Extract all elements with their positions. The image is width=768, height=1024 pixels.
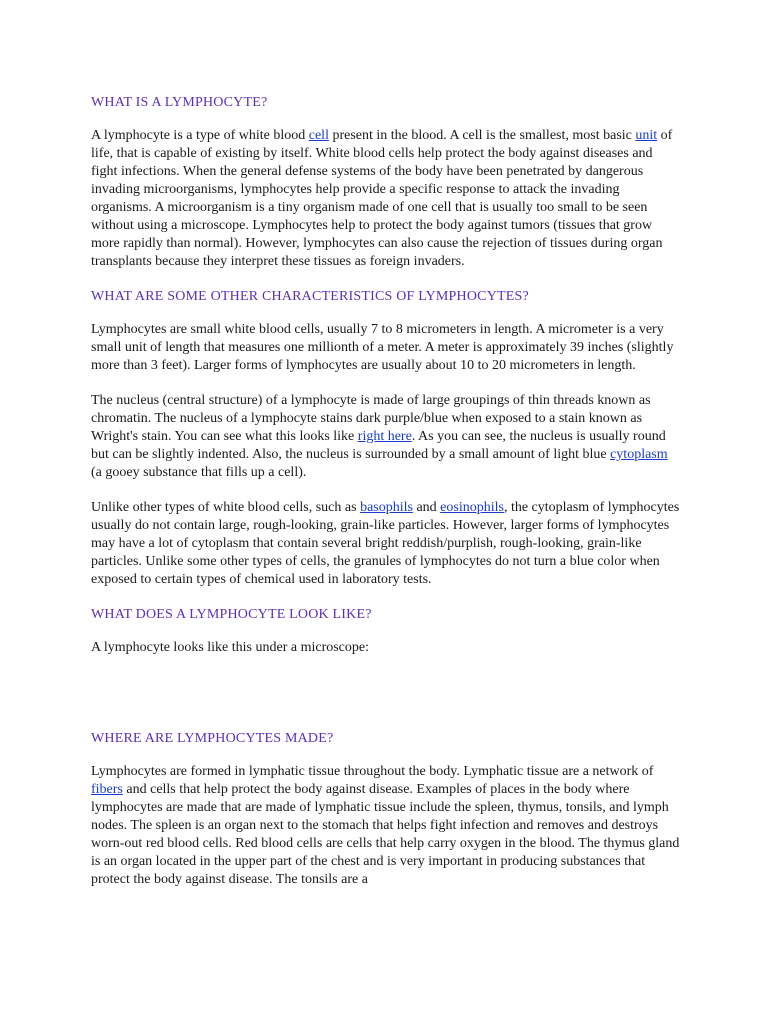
heading-look-like: WHAT DOES A LYMPHOCYTE LOOK LIKE? xyxy=(91,607,372,622)
link-unit[interactable]: unit xyxy=(635,128,658,143)
heading-what-is-lymphocyte: WHAT IS A LYMPHOCYTE? xyxy=(91,95,268,110)
text-segment: . As you can see, the nucleus is usually round but can be slightly indented. Also, the nucleus is surrounded by a small amount of light blue xyxy=(91,429,666,462)
paragraph-where-made xyxy=(91,763,680,889)
link-cell[interactable]: cell xyxy=(308,128,329,143)
link-fibers[interactable]: fibers xyxy=(91,782,123,797)
paragraph-microscope: A lymphocyte looks like this under a microscope: xyxy=(91,640,370,655)
text-segment: Lymphocytes are formed in lymphatic tissue throughout the body. Lymphatic tissue are a network of xyxy=(91,764,654,779)
heading-where-made: WHERE ARE LYMPHOCYTES MADE? xyxy=(91,731,334,746)
link-cytoplasm[interactable]: cytoplasm xyxy=(610,447,668,462)
text-segment: and cells that help protect the body against disease. Examples of places in the body where lymphocytes are made that are made of lymphatic tissue include the spleen, thymus, tonsils, and lymph nodes. The spleen is an organ next to the stomach that helps fight infection and removes and destroys worn-out red blood cells. Red blood cells are cells that help carry oxygen in the blood. The thymus gland is an organ located in the upper part of the chest and is very important in producing substances that protect the body against disease. The tonsils are a xyxy=(91,782,680,887)
image-placeholder xyxy=(91,657,680,713)
text-segment: of life, that is capable of existing by itself. White blood cells help protect the body against diseases and fight infections. When the general defense systems of the body have been penetrated by dangerous invading microorganisms, lymphocytes help provide a specific response to attack the invading organisms. A microorganism is a tiny organism made of one cell that is usually too small to be seen without using a microscope. Lymphocytes help to protect the body against tumors (tissues that grow more rapidly than normal). However, lymphocytes can also cause the rejection of tissues during organ transplants because they interpret these tissues as foreign invaders. xyxy=(91,128,673,269)
text-segment: and xyxy=(412,500,441,515)
link-right-here[interactable]: right here xyxy=(357,429,412,444)
paragraph-nucleus xyxy=(91,392,680,482)
text-segment: A lymphocyte is a type of white blood xyxy=(91,128,309,143)
text-segment: present in the blood. A cell is the smallest, most basic xyxy=(328,128,636,143)
link-basophils[interactable]: basophils xyxy=(360,500,413,515)
text-segment: (a gooey substance that fills up a cell). xyxy=(91,465,307,480)
text-segment: , the cytoplasm of lymphocytes usually do not contain large, rough-looking, grain-like particles. However, larger forms of lymphocytes may have a lot of cytoplasm that contain several bright reddish/purplish, rough-looking, grain-like particles. Unlike some other types of cells, the granules of lymphocytes do not turn a blue color when exposed to certain types of chemical used in laboratory tests. xyxy=(91,500,680,587)
text-segment: The nucleus (central structure) of a lymphocyte is made of large groupings of thin threads known as chromatin. The nucleus of a lymphocyte stains dark purple/blue when exposed to a stain known as Wright's stain. You can see what this looks like xyxy=(91,393,651,444)
heading-characteristics: WHAT ARE SOME OTHER CHARACTERISTICS OF LYMPHOCYTES? xyxy=(91,289,529,304)
paragraph-size: Lymphocytes are small white blood cells, usually 7 to 8 micrometers in length. A micrometer is a very small unit of length that measures one millionth of a meter. A meter is approximately 39 inches (slightly more than 3 feet). Larger forms of lymphocytes are usually about 10 to 20 micrometers in length. xyxy=(91,322,674,373)
paragraph-granules xyxy=(91,499,680,589)
link-eosinophils[interactable]: eosinophils xyxy=(440,500,504,515)
text-segment: Unlike other types of white blood cells, such as xyxy=(91,500,361,515)
paragraph-what-is-lymphocyte xyxy=(91,127,680,271)
